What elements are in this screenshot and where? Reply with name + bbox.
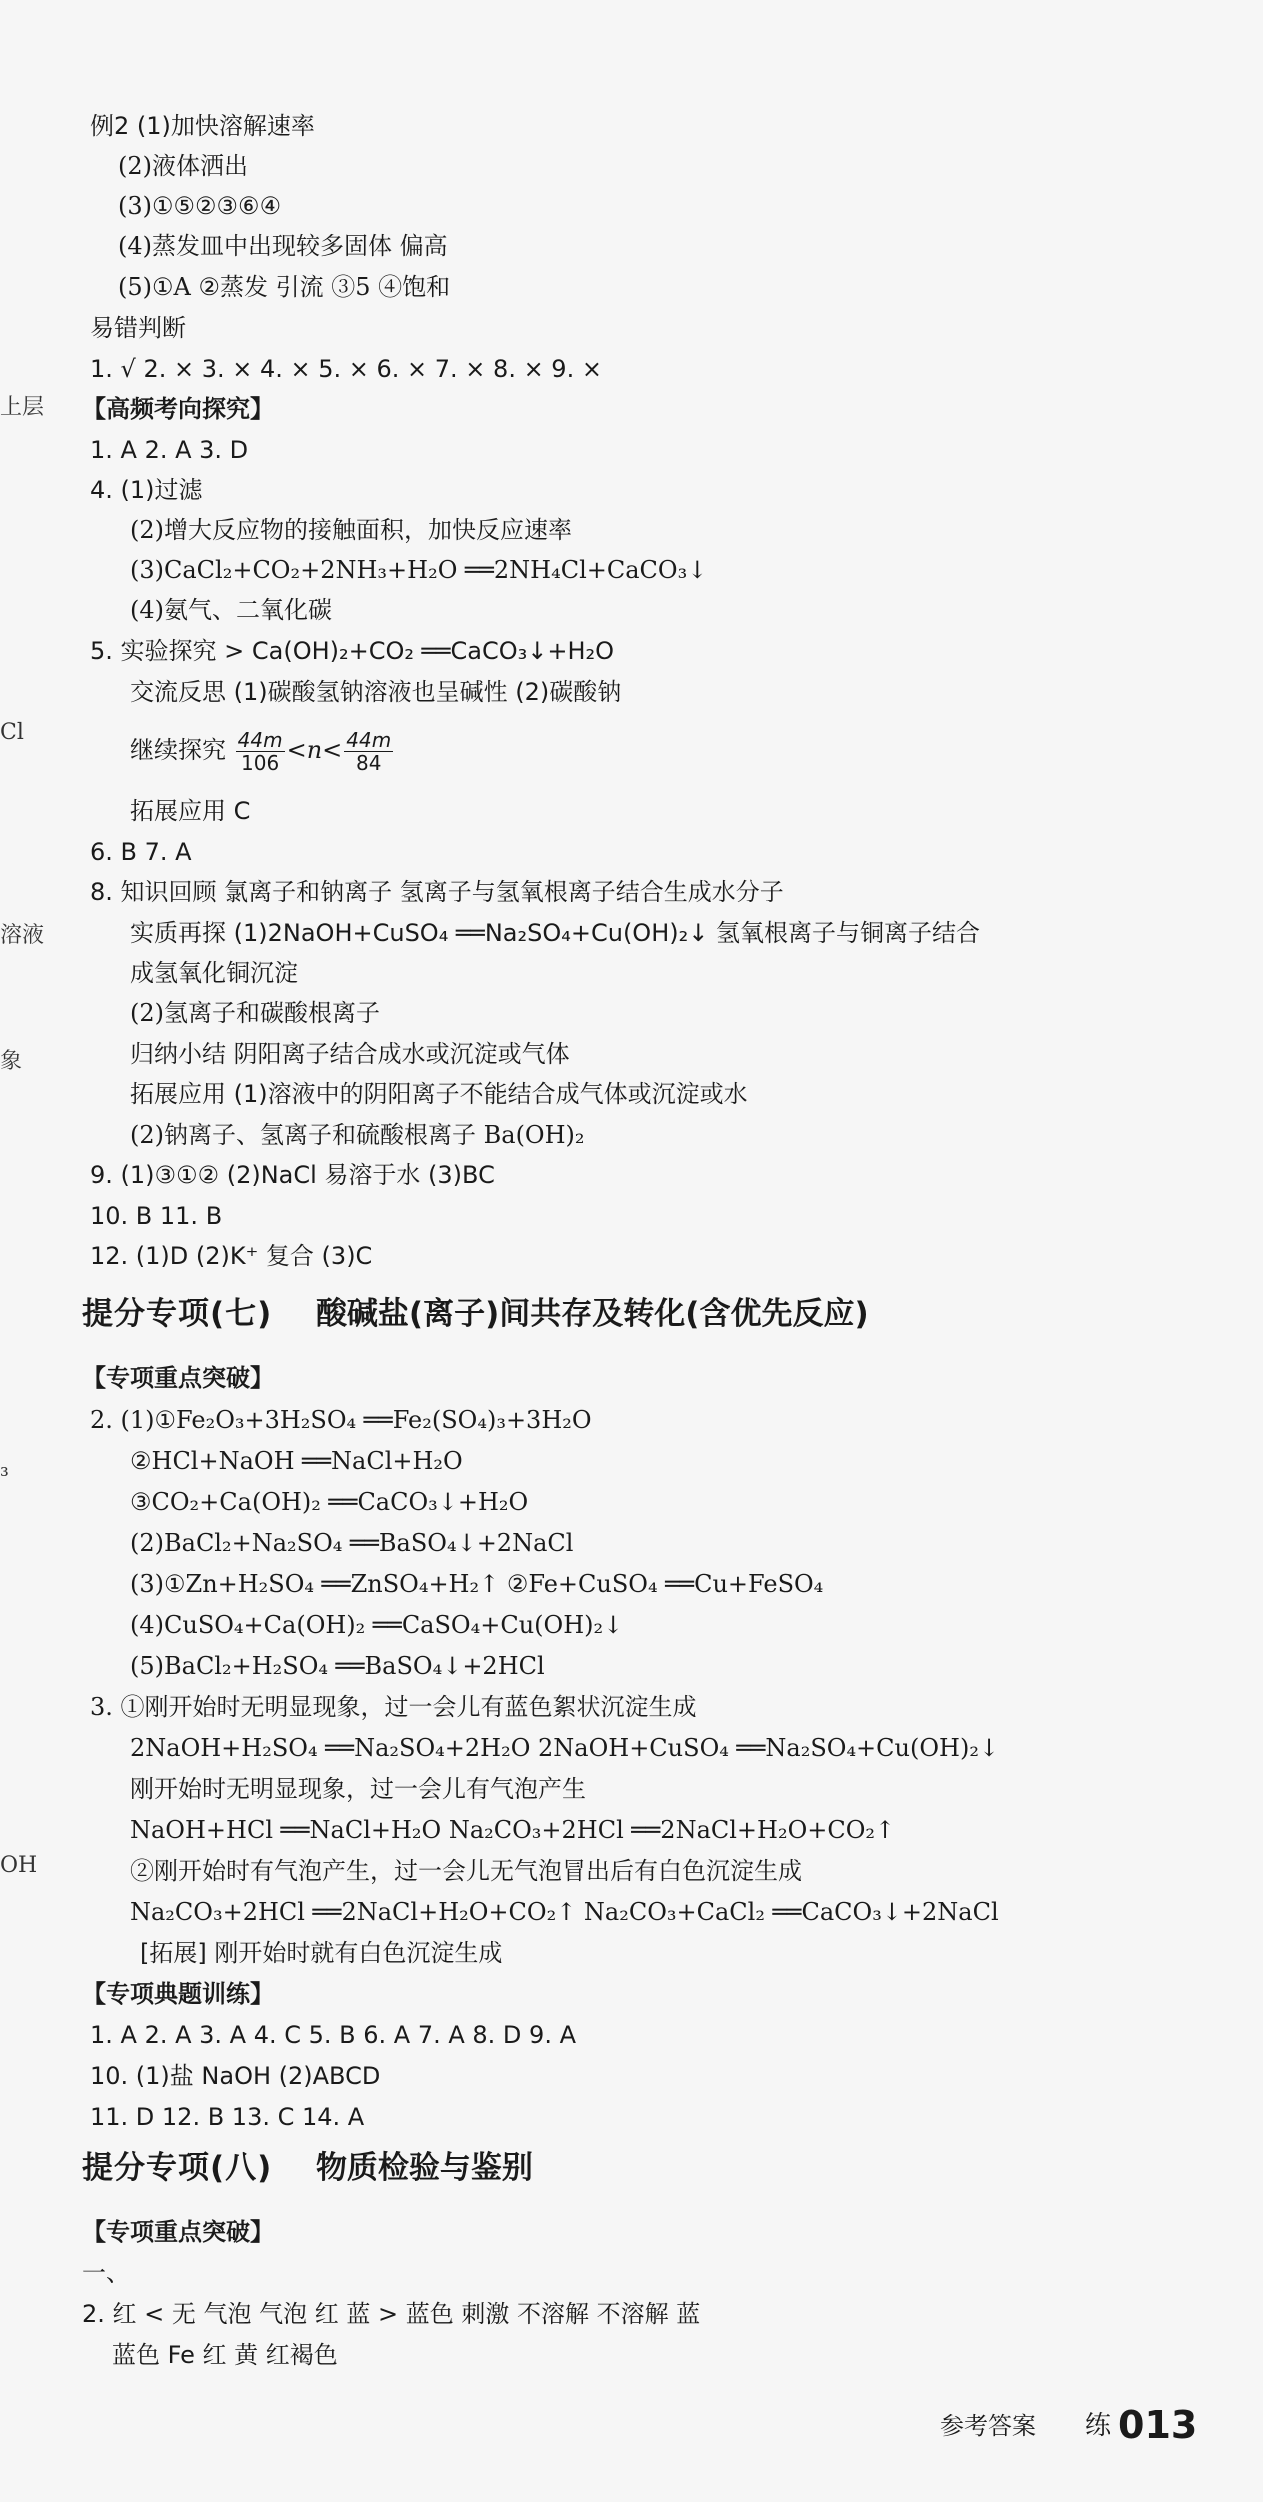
equation-line: (3)①Zn+H₂SO₄ ══ZnSO₄+H₂↑ ②Fe+CuSO₄ ══Cu+FeSO₄: [130, 1570, 824, 1598]
answer-line: 1. A 2. A 3. D: [90, 436, 249, 464]
equation-line: 2NaOH+H₂SO₄ ══Na₂SO₄+2H₂O 2NaOH+CuSO₄ ══Na₂SO₄+Cu(OH)₂↓: [130, 1734, 1000, 1762]
equation-line: Na₂CO₃+2HCl ══2NaCl+H₂O+CO₂↑ Na₂CO₃+CaCl₂ ══CaCO₃↓+2NaCl: [130, 1898, 999, 1926]
continue-explore-line: [130, 720, 395, 780]
equation-line: ②HCl+NaOH ══NaCl+H₂O: [130, 1447, 463, 1475]
margin-fragment: 象: [0, 1049, 23, 1074]
answer-line: 9. (1)③①② (2)NaCl 易溶于水 (3)BC: [90, 1161, 495, 1189]
section-label-training: 【专项典题训练】: [82, 1980, 274, 2008]
answer-line: 5. 实验探究 > Ca(OH)₂+CO₂ ══CaCO₃↓+H₂O: [90, 637, 615, 665]
section-label-key: 【专项重点突破】: [82, 2218, 274, 2246]
section-label-frequent: 【高频考向探究】: [82, 395, 274, 423]
answer-line: 3. ①刚开始时无明显现象，过一会儿有蓝色絮状沉淀生成: [90, 1693, 697, 1721]
equation-line: 2. (1)①Fe₂O₃+3H₂SO₄ ══Fe₂(SO₄)₃+3H₂O: [90, 1406, 592, 1434]
answer-line: 拓展应用 C: [130, 797, 251, 825]
section-heading-8: [82, 2146, 533, 2190]
equation-line: (3)CaCl₂+CO₂+2NH₃+H₂O ══2NH₄Cl+CaCO₃↓: [130, 556, 708, 584]
margin-fragment: 上层: [0, 395, 45, 420]
answer-line: 6. B 7. A: [90, 838, 192, 866]
footer-label: 参考答案: [940, 2412, 1036, 2440]
margin-fragment: 溶液: [0, 923, 45, 948]
answer-line: 实质再探 (1)2NaOH+CuSO₄ ══Na₂SO₄+Cu(OH)₂↓ 氢氧根离子与铜离子结合: [130, 919, 980, 947]
answer-line: (3)①⑤②③⑥④: [118, 192, 282, 220]
answer-line: 8. 知识回顾 氯离子和钠离子 氢离子与氢氧根离子结合生成水分子: [90, 878, 784, 906]
page-number: 013: [1118, 2403, 1198, 2447]
answer-line: 10. B 11. B: [90, 1202, 223, 1230]
footer-prefix: 练: [1085, 2411, 1112, 2441]
margin-fragment: ₃: [0, 1457, 9, 1482]
fraction: $\frac{44m}{106}$: [237, 727, 283, 775]
error-judgement-title: 易错判断: [90, 314, 186, 342]
answer-line: (2)氢离子和碳酸根离子: [130, 999, 380, 1027]
error-judgement-answers: 1. √ 2. × 3. × 4. × 5. × 6. × 7. × 8. × 9. ×: [90, 355, 602, 383]
answer-line: 归纳小结 阴阳离子结合成水或沉淀或气体: [130, 1040, 570, 1068]
answer-line: 拓展应用 (1)溶液中的阴阳离子不能结合成气体或沉淀或水: [130, 1080, 748, 1108]
continue-explore-label: 继续探究: [130, 736, 226, 764]
example-2-line: 例2 (1)加快溶解速率: [90, 112, 315, 140]
fraction: $\frac{44m}{84}$: [346, 727, 392, 775]
margin-fragment: OH: [0, 1853, 38, 1878]
answer-line: (2)钠离子、氢离子和硫酸根离子 Ba(OH)₂: [130, 1121, 585, 1149]
answer-line: 1. A 2. A 3. A 4. C 5. B 6. A 7. A 8. D 9. A: [90, 2021, 576, 2049]
answer-line: (2)增大反应物的接触面积，加快反应速率: [130, 516, 572, 544]
answer-line: 刚开始时无明显现象，过一会儿有气泡产生: [130, 1775, 586, 1803]
section-title: 物质检验与鉴别: [315, 2150, 533, 2186]
answer-line: [拓展] 刚开始时就有白色沉淀生成: [140, 1939, 503, 1967]
equation-line: ③CO₂+Ca(OH)₂ ══CaCO₃↓+H₂O: [130, 1488, 529, 1516]
answer-line: 11. D 12. B 13. C 14. A: [90, 2103, 365, 2131]
equation-line: (2)BaCl₂+Na₂SO₄ ══BaSO₄↓+2NaCl: [130, 1529, 574, 1557]
answer-line: 4. (1)过滤: [90, 476, 203, 504]
section-heading-7: [82, 1292, 869, 1336]
section-title: 酸碱盐(离子)间共存及转化(含优先反应): [315, 1296, 869, 1332]
answer-line: 蓝色 Fe 红 黄 红褐色: [112, 2341, 338, 2369]
equation-line: NaOH+HCl ══NaCl+H₂O Na₂CO₃+2HCl ══2NaCl+H₂O+CO₂↑: [130, 1816, 896, 1844]
section-tag: 提分专项(八): [82, 2150, 273, 2186]
answer-line: (5)①A ②蒸发 引流 ③5 ④饱和: [118, 273, 451, 301]
answer-line: (4)蒸发皿中出现较多固体 偏高: [118, 232, 448, 260]
answer-line: ②刚开始时有气泡产生，过一会儿无气泡冒出后有白色沉淀生成: [130, 1857, 802, 1885]
answer-line: 交流反思 (1)碳酸氢钠溶液也呈碱性 (2)碳酸钠: [130, 678, 622, 706]
section-label-key: 【专项重点突破】: [82, 1364, 274, 1392]
answer-line: 2. 红 < 无 气泡 气泡 红 蓝 > 蓝色 刺激 不溶解 不溶解 蓝: [82, 2300, 701, 2328]
answer-line: 成氢氧化铜沉淀: [130, 959, 298, 987]
answer-line: (4)氨气、二氧化碳: [130, 596, 332, 624]
equation-line: (5)BaCl₂+H₂SO₄ ══BaSO₄↓+2HCl: [130, 1652, 545, 1680]
answer-line: 12. (1)D (2)K⁺ 复合 (3)C: [90, 1242, 373, 1270]
answer-line: (2)液体洒出: [118, 152, 248, 180]
answer-line: 10. (1)盐 NaOH (2)ABCD: [90, 2062, 381, 2090]
section-tag: 提分专项(七): [82, 1296, 273, 1332]
equation-line: (4)CuSO₄+Ca(OH)₂ ══CaSO₄+Cu(OH)₂↓: [130, 1611, 624, 1639]
margin-fragment: Cl: [0, 720, 24, 745]
answer-line: 一、: [82, 2259, 130, 2287]
inequality: <n<: [286, 736, 343, 764]
